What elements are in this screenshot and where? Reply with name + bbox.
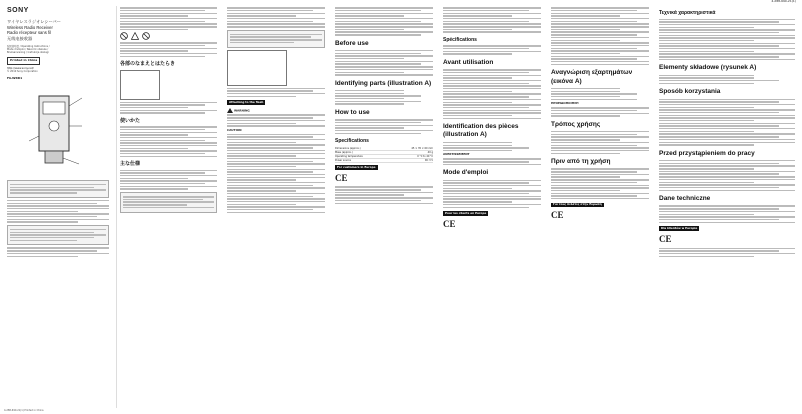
spec-value: 45 × 35 × 60 mm	[411, 146, 433, 150]
warning-icons	[120, 32, 217, 40]
spec-row	[335, 159, 433, 163]
jp-service-box	[227, 30, 325, 48]
ce-mark: CE	[659, 233, 672, 244]
fr-mode-heading: Mode d'emploi	[443, 169, 489, 177]
parts-illustration-icon	[120, 70, 160, 100]
fr-avant-heading: Avant utilisation	[443, 58, 494, 66]
caution-icon	[131, 32, 139, 40]
subtitle-block	[7, 45, 109, 54]
product-code: FA-WRR1	[7, 75, 23, 80]
english-bar: Attaching to the flash	[229, 99, 264, 104]
fr-identification-heading: Identification des pièces (illustration A)	[443, 123, 519, 139]
spec-key: Power source	[335, 158, 351, 162]
brand-logo: SONY	[7, 7, 29, 14]
ce-mark: CE	[335, 172, 348, 183]
column-french	[440, 6, 544, 408]
jp-identify-heading: 各部のなまえとはたらき	[120, 61, 176, 68]
jp-footer-box	[120, 192, 217, 213]
en-how-to-use-heading: How to use	[335, 108, 370, 116]
title-cn: 无线电接收器	[7, 36, 33, 42]
gr-specs-heading: Τεχνικά χαρακτηριστικά	[659, 10, 716, 16]
page-footer: 4-288-690-21(1) Printed in China	[4, 408, 44, 412]
pl-europe-bar: Dla klientów w Europie	[661, 225, 698, 230]
subtitle-line: 取扱説明書 / Operating Instructions /	[7, 44, 50, 48]
cz-parts-heading: Elementy składowe (rysunek A)	[659, 64, 757, 72]
title-fr: Radio récepteur sans fil	[7, 30, 51, 36]
gr-use-heading: Τρόπος χρήσης	[551, 120, 601, 128]
connection-illustration-icon	[227, 50, 287, 86]
title-en: Wireless Radio Receiver	[7, 24, 53, 30]
column-cover	[4, 6, 112, 408]
europe-bar: For customers in Europe	[337, 164, 376, 169]
column-english-start	[224, 6, 328, 408]
spec-key: Mass (approx.)	[335, 150, 353, 154]
spec-value: 40 g	[427, 150, 433, 154]
fr-avert-heading: AVERTISSEMENT	[443, 152, 470, 157]
gr-warn-heading: ΠΡΟΕΙΔΟΠΟΙΗΣΗ	[551, 101, 579, 106]
copyright: © 2010 Sony Corporation	[7, 70, 38, 74]
fr-specs-heading: Spécifications	[443, 36, 477, 43]
spec-value: 0 °C to 40 °C	[417, 154, 433, 158]
gr-parts-heading: Αναγνώριση εξαρτημάτων (εικόνα A)	[551, 69, 633, 85]
spec-table	[335, 147, 433, 164]
caution-heading: CAUTION	[227, 127, 242, 132]
column-english	[332, 6, 436, 408]
receiver-illustration-icon	[27, 86, 87, 176]
spec-value: DC 3 V	[424, 158, 433, 162]
warning-icon	[227, 108, 233, 113]
jp-notice-box	[7, 180, 109, 198]
prohibit-icon	[120, 32, 128, 40]
prohibit-icon	[142, 32, 150, 40]
column-japanese	[116, 6, 220, 408]
column-polish	[656, 6, 798, 408]
pl-specs-heading: Dane techniczne	[659, 195, 711, 202]
ce-mark: CE	[443, 218, 456, 229]
jp-use-heading: 使いかた	[120, 117, 141, 124]
website-url: http://www.sony.net/	[7, 67, 34, 71]
printed-logo: Printed in China	[7, 57, 40, 65]
subtitle-line: Mode d'emploi / Návod k obsluze /	[7, 47, 49, 51]
pl-use-heading: Sposób korzystania	[659, 88, 721, 96]
gr-europe-bar: Για τους πελάτες στην Ευρώπη	[553, 202, 602, 207]
subtitle-line: Bruksanvisning / Instrukcja obsługi	[7, 51, 49, 55]
model-code: 4-288-690-21(1)	[771, 0, 796, 3]
jp-specs-heading: 主な仕様	[120, 161, 141, 168]
column-greek	[548, 6, 652, 408]
spec-key: Dimensions (approx.)	[335, 146, 361, 150]
warning-label: WARNING	[234, 108, 250, 113]
gr-before-heading: Πριν από τη χρήση	[551, 157, 611, 165]
jp-warning-box	[7, 225, 109, 246]
en-specs-heading: Specifications	[335, 138, 369, 145]
pl-before-heading: Przed przystąpieniem do pracy	[659, 149, 755, 157]
product-title	[7, 19, 109, 42]
warning-heading	[227, 108, 325, 113]
fr-europe-bar: Pour les clients en Europe	[445, 210, 487, 215]
ce-mark: CE	[551, 210, 564, 221]
spec-key: Operating temperature	[335, 154, 363, 158]
title-jp: ワイヤレスラジオレシーバー	[7, 19, 61, 25]
en-before-use-heading: Before use	[335, 39, 369, 47]
en-identifying-heading: Identifying parts (illustration A)	[335, 79, 432, 87]
